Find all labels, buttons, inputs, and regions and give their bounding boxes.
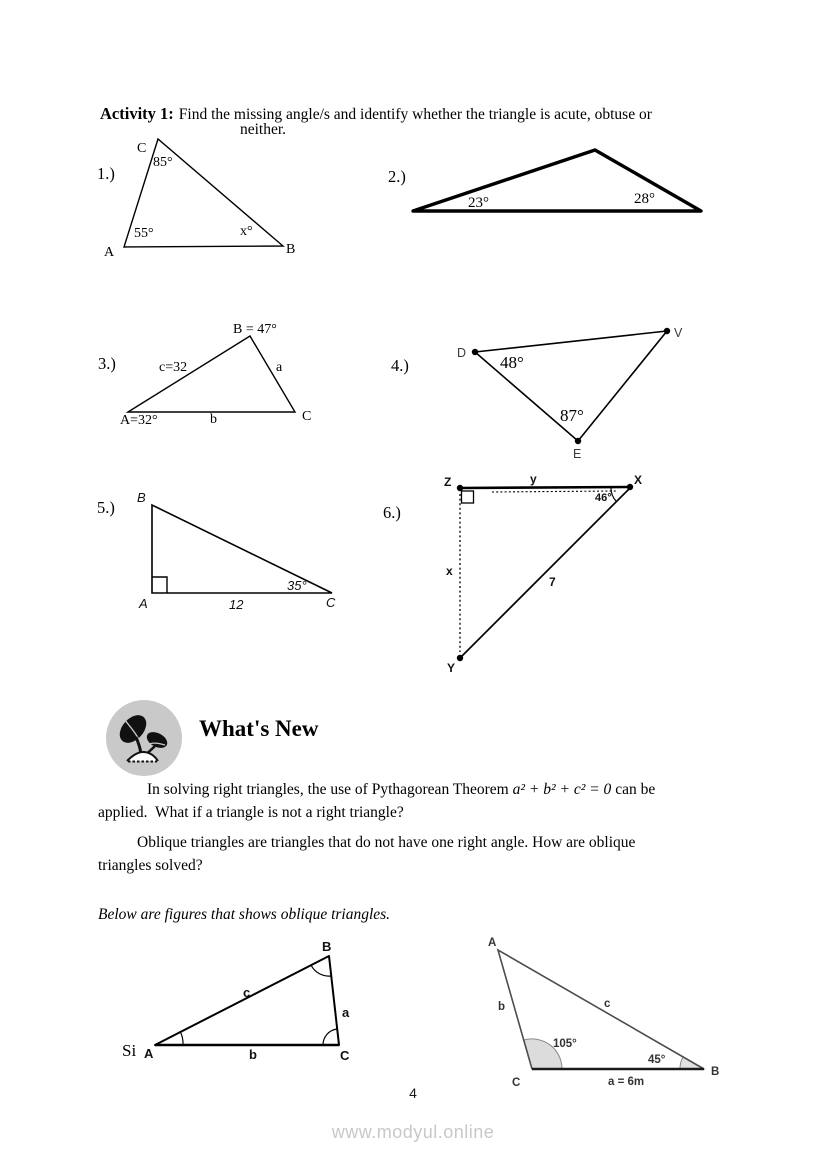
activity-instructions-line1: Find the missing angle/s and identify whether the triangle is acute, obtuse or xyxy=(178,106,652,123)
paragraph-pythagorean xyxy=(98,778,746,824)
vertex-x-dot xyxy=(627,484,633,490)
triangle-3-outline xyxy=(128,336,295,412)
side-c-label: c=32 xyxy=(159,360,188,375)
paragraph-text: Oblique triangles are triangles that do not have one right angle. How are oblique xyxy=(137,834,636,851)
triangle-6-hypotenuse xyxy=(460,488,630,658)
problem-3-number: 3.) xyxy=(98,354,116,373)
vertex-y-label: Y xyxy=(447,661,456,675)
triangle-6-figure xyxy=(383,472,642,675)
vertex-d-label: D xyxy=(457,346,467,360)
activity-instructions-line2: neither. xyxy=(240,121,287,138)
watermark: www.modyul.online xyxy=(331,1122,495,1142)
paragraph-oblique xyxy=(98,831,746,877)
angle-left-label: 23° xyxy=(468,195,489,211)
problem-5-number: 5.) xyxy=(97,498,115,517)
side-b-label: b xyxy=(210,412,217,427)
vertex-c-label: C xyxy=(512,1077,521,1089)
right-angle-marker xyxy=(152,577,167,593)
angle-a-label: A=32° xyxy=(120,413,158,428)
side-b-label: b xyxy=(249,1047,257,1062)
angle-e-label: 87° xyxy=(560,406,584,425)
angle-a-label: 55° xyxy=(134,226,154,241)
vertex-a-label: A xyxy=(139,596,148,611)
triangle-1-figure xyxy=(97,139,295,260)
paragraph-text: triangles solved? xyxy=(98,857,203,874)
vertex-e-label: E xyxy=(573,447,582,461)
problem-6-number: 6.) xyxy=(383,503,401,522)
page-number: 4 xyxy=(409,1085,417,1101)
icon-circle-background xyxy=(106,700,182,776)
activity-label: Activity 1: xyxy=(100,104,174,123)
problem-4-number: 4.) xyxy=(391,356,409,375)
vertex-d-dot xyxy=(472,349,478,355)
vertex-b-label: B xyxy=(322,939,332,954)
vertex-c-label: C xyxy=(302,409,312,424)
whats-new-title: What's New xyxy=(199,716,319,741)
triangle-4-figure xyxy=(391,326,683,461)
seedling-icon xyxy=(105,699,183,777)
side-a-label: a xyxy=(342,1005,350,1020)
triangle-5-figure xyxy=(97,490,336,612)
side-c-label: c xyxy=(604,998,611,1010)
paragraph-text: can be xyxy=(611,781,656,798)
base-length-label: 12 xyxy=(229,597,244,612)
angle-right-label: 28° xyxy=(634,191,655,207)
vertex-v-label: V xyxy=(674,326,683,340)
vertex-b-label: B xyxy=(711,1066,720,1078)
vertex-a-label: A xyxy=(488,937,497,949)
angle-a-arc xyxy=(180,1031,183,1045)
problem-2-number: 2.) xyxy=(388,167,406,186)
angle-c-label: 35° xyxy=(287,578,307,593)
vertex-b-label: B xyxy=(137,490,146,505)
figures-note: Below are figures that shows oblique triangles. xyxy=(98,906,391,923)
angle-c-arc xyxy=(323,1029,337,1045)
vertex-v-dot xyxy=(664,328,670,334)
angle-b-arc xyxy=(311,965,331,976)
side-x-label: x xyxy=(446,564,453,578)
pythagorean-formula: a² + b² + c² = 0 xyxy=(512,781,612,798)
hypotenuse-label: 7 xyxy=(549,575,556,589)
vertex-e-dot xyxy=(575,438,581,444)
angle-b-label: B = 47° xyxy=(233,322,277,337)
side-y-label: y xyxy=(530,472,537,486)
triangle-3-figure xyxy=(98,322,311,428)
angle-b-label: 45° xyxy=(648,1054,666,1066)
right-angle-marker xyxy=(462,491,474,503)
triangle-2-outline xyxy=(413,150,701,211)
angle-c-label: 85° xyxy=(153,155,173,170)
problem-1-number: 1.) xyxy=(97,164,115,183)
side-b-label: b xyxy=(498,1001,506,1013)
vertex-b-label: B xyxy=(286,242,296,257)
vertex-z-label: Z xyxy=(444,475,452,489)
vertex-x-label: X xyxy=(634,473,643,487)
cut-text-si: Si xyxy=(122,1041,137,1060)
vertex-z-dot xyxy=(457,485,463,491)
oblique-triangle-left-figure xyxy=(122,939,350,1063)
vertex-y-dot xyxy=(457,655,463,661)
side-c-label: c xyxy=(243,985,251,1000)
oblique-triangle-right-figure xyxy=(488,937,719,1089)
vertex-c-label: C xyxy=(326,595,336,610)
angle-c-label: 105° xyxy=(553,1038,577,1050)
vertex-a-label: A xyxy=(144,1046,154,1061)
paragraph-text: applied. What if a triangle is not a right triangle? xyxy=(98,804,404,821)
side-a-length-label: a = 6m xyxy=(608,1076,645,1088)
side-a-label: a xyxy=(276,360,283,375)
paragraph-text: In solving right triangles, the use of Pythagorean Theorem xyxy=(147,781,513,798)
angle-d-label: 48° xyxy=(500,353,524,372)
angle-b-label: x° xyxy=(240,224,253,239)
vertex-c-label: C xyxy=(340,1048,350,1063)
angle-x-label: 46° xyxy=(595,492,612,504)
triangle-6-top-edge xyxy=(460,487,630,488)
oblique-left-outline xyxy=(155,956,339,1045)
vertex-c-label: C xyxy=(137,141,147,156)
angle-x-arc xyxy=(611,488,616,501)
vertex-a-label: A xyxy=(104,245,115,260)
triangle-2-figure xyxy=(388,150,701,211)
